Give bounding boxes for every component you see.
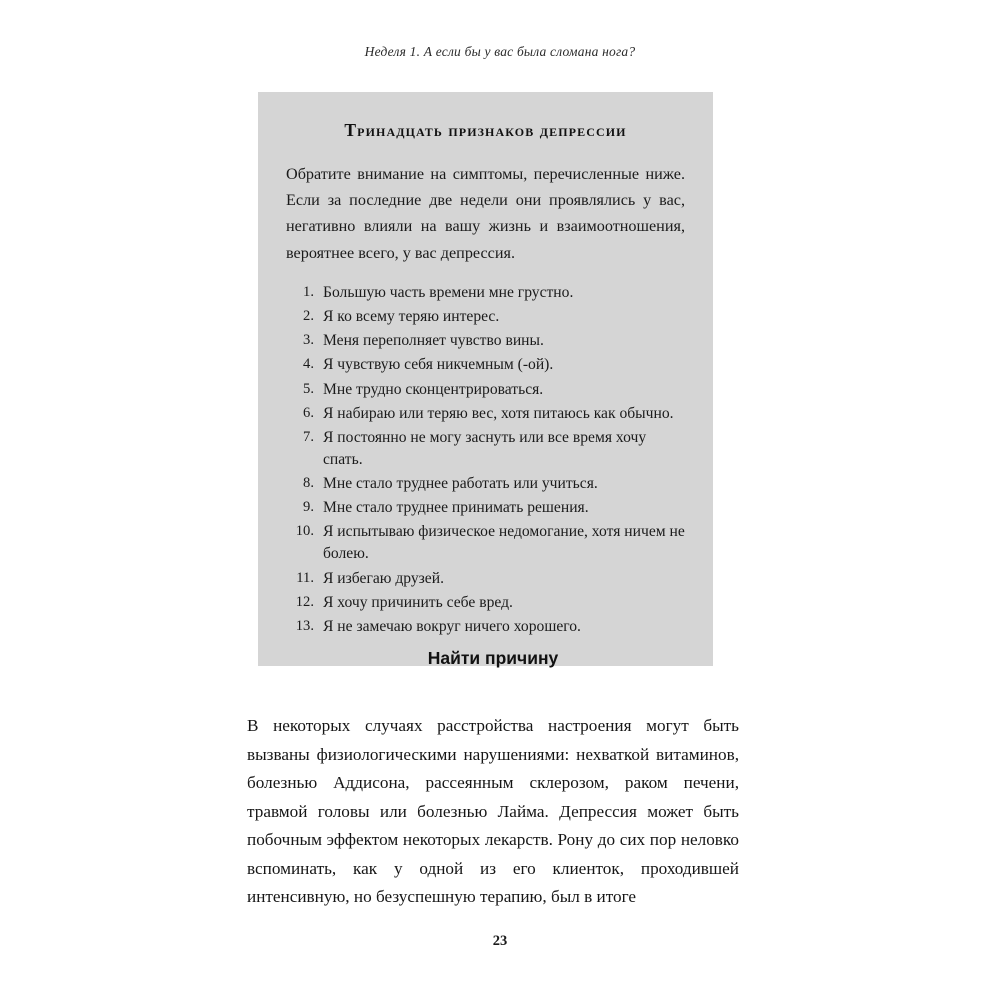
list-item-text: Мне стало труднее принимать решения. (323, 499, 589, 517)
list-item-text: Я ко всему теряю интерес. (323, 308, 500, 326)
list-item-number: 7. (303, 428, 314, 445)
list-item (286, 473, 685, 495)
list-item (286, 427, 685, 471)
list-item-text: Я чувствую себя никчемным (-ой). (323, 356, 554, 374)
list-item-number: 8. (303, 475, 314, 492)
list-item-text: Меня переполняет чувство вины. (323, 332, 544, 350)
list-item (286, 379, 685, 401)
list-item-text: Я постоянно не могу заснуть или все время хочу спать. (323, 428, 647, 468)
list-item-number: 5. (303, 380, 314, 397)
list-item-text: Мне трудно сконцентрироваться. (323, 380, 544, 398)
list-item-text: Я набираю или теряю вес, хотя питаюсь как обычно. (323, 404, 674, 422)
list-item (286, 616, 685, 638)
list-item-text: Я не замечаю вокруг ничего хорошего. (323, 617, 581, 635)
list-item-number: 2. (303, 308, 314, 325)
list-item (286, 521, 685, 565)
list-item-text: Я хочу причинить себе вред. (323, 593, 513, 611)
list-item (286, 403, 685, 425)
list-item (286, 282, 685, 304)
list-item (286, 306, 685, 328)
running-head: Неделя 1. А если бы у вас была сломана нога? (364, 44, 636, 59)
list-item (286, 592, 685, 614)
list-item-number: 13. (295, 617, 314, 634)
section-heading: Найти причину (427, 648, 559, 668)
list-item-number: 11. (296, 569, 314, 586)
callout-title: Тринадцать признаков депрессии (344, 120, 627, 140)
list-item-text: Большую часть времени мне грустно. (323, 283, 574, 301)
list-item (286, 354, 685, 376)
list-item-text: Я избегаю друзей. (323, 569, 444, 587)
list-item-number: 4. (303, 356, 314, 373)
list-item-number: 10. (295, 523, 314, 540)
list-item-number: 3. (303, 332, 314, 349)
list-item-number: 6. (303, 404, 314, 421)
page-number: 23 (492, 933, 508, 949)
body-paragraph: В некоторых случаях расстройства настроения могут быть вызваны физиологическими нарушениями: нехваткой витаминов, болезнью Аддисона, рассеянным склерозом, раком печени, травмой головы или болезнью Лайма. Депрессия может быть побочным эффектом некоторых лекарств. Рону до сих пор неловко вспоминать, как у одной из его клиенток, проходившей интенсивную, но безуспешную терапию, был в итоге (247, 716, 739, 907)
list-item (286, 497, 685, 519)
list-item-number: 12. (295, 593, 314, 610)
list-item-number: 1. (303, 283, 314, 300)
list-item (286, 568, 685, 590)
list-item-text: Я испытываю физическое недомогание, хотя ничем не болею. (323, 523, 685, 563)
list-item (286, 330, 685, 352)
list-item-text: Мне стало труднее работать или учиться. (323, 475, 598, 493)
list-item-number: 9. (303, 499, 314, 516)
symptom-list (286, 282, 685, 638)
callout-intro-paragraph: Обратите внимание на симптомы, перечисленные ниже. Если за последние две недели они проявлялись у вас, негативно влияли на вашу жизнь и взаимоотношения, вероятнее всего, у вас депрессия. (286, 165, 685, 262)
callout-box (258, 92, 713, 666)
